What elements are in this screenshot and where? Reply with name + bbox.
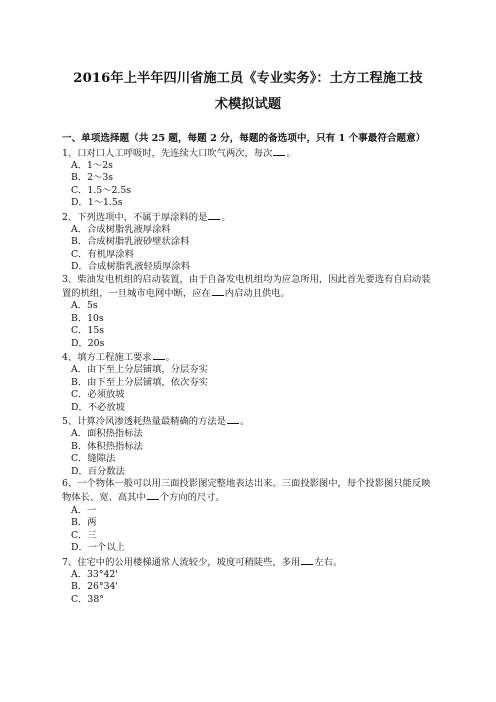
question-text-suffix: 。	[221, 211, 231, 223]
question-list	[62, 146, 434, 607]
answer-option: C．1.5～2.5s	[71, 184, 132, 196]
question-stem	[62, 210, 434, 224]
question-item	[62, 146, 434, 210]
question-text-suffix: 。	[165, 352, 175, 363]
answer-option: C．15s	[71, 325, 105, 337]
answer-option: A．由下至上分层铺填，分层夯实	[71, 364, 208, 376]
answer-blank	[301, 555, 313, 565]
question-stem	[62, 146, 434, 160]
question-text-suffix: 。	[239, 416, 250, 428]
answer-option: D．一个以上	[71, 542, 125, 554]
answer-option: A．合成树脂乳液厚涂料	[71, 223, 171, 235]
question-text: 1、口对口人工呼吸时，先连续大口吹气两次，每次	[62, 147, 273, 159]
answer-option: A．1～2s	[71, 159, 113, 171]
question-stem	[62, 555, 434, 569]
question-item	[62, 274, 434, 350]
question-text: 6、一个物体一般可以用三面投影图完整地表达出来。三面投影图中，每个投影图只能反映物体长、宽、高其中	[62, 478, 431, 504]
answer-option: B．2～3s	[71, 172, 114, 184]
answer-option: A．33°42'	[71, 568, 118, 580]
question-text-suffix: 左右。	[314, 556, 343, 568]
question-text: 3、柴油发电机组的启动装置，由于自备发电机组均为应急所用，因此首先要选有自启动装置的机组，一旦城市电网中断，应在	[62, 273, 431, 299]
answer-option: C．三	[71, 529, 97, 541]
question-stem	[62, 478, 434, 505]
answer-option: B．合成树脂乳液砂壁状涂料	[71, 236, 190, 248]
answer-blank	[153, 350, 165, 360]
answer-blank	[208, 210, 220, 220]
question-text-suffix: 内启动且供电。	[224, 287, 290, 299]
answer-option: A．一	[71, 504, 97, 516]
question-stem	[62, 414, 434, 428]
question-text-suffix: 个方向的尺寸。	[159, 492, 225, 504]
question-stem	[62, 350, 434, 364]
question-item	[62, 350, 434, 414]
title-line-1: 2016年上半年四川省施工员《专业实务》：土方工程施工技	[73, 71, 423, 86]
answer-option: D．合成树脂乳液轻质厚涂料	[71, 261, 191, 273]
answer-option: B．两	[71, 517, 97, 529]
answer-option: B．体积热指标法	[71, 440, 143, 452]
answer-option: B．26°34'	[71, 581, 118, 593]
answer-option: C．38°	[71, 593, 104, 605]
answer-option: C．必须放坡	[71, 389, 125, 401]
answer-option: D．不必放坡	[71, 401, 125, 413]
question-item	[62, 414, 434, 478]
answer-blank	[273, 146, 285, 156]
question-item	[62, 210, 434, 274]
answer-option: D．百分数法	[71, 465, 125, 477]
answer-option: B．由下至上分层铺填，依次夯实	[71, 376, 208, 388]
question-item	[62, 555, 434, 607]
document-title	[62, 66, 434, 118]
answer-blank	[147, 490, 159, 500]
question-text: 5、计算冷风渗透耗热量最精确的方法是	[62, 416, 226, 428]
question-text: 7、住宅中的公用楼梯通常人流较少，坡度可稍陡些，多用	[62, 556, 301, 568]
answer-option: A．面积热指标法	[71, 428, 143, 440]
question-text-suffix: 。	[286, 147, 296, 159]
question-stem	[62, 274, 434, 301]
answer-option: C．缝隙法	[71, 453, 116, 465]
answer-option: C．有机厚涂料	[71, 248, 134, 260]
title-line-2: 术模拟试题	[214, 97, 282, 112]
answer-blank	[227, 414, 239, 424]
section-heading: 一、单项选择题（共 25 题，每题 2 分，每题的备选项中，只有 1 个事最符合题意）	[62, 133, 426, 144]
question-text: 4、填方工程施工要求	[62, 352, 152, 363]
document-page	[62, 66, 434, 606]
answer-blank	[212, 286, 224, 296]
question-item	[62, 478, 434, 554]
answer-option: B．10s	[71, 312, 104, 324]
answer-option: D．1～1.5s	[71, 197, 123, 209]
answer-option: A．5s	[71, 300, 98, 312]
question-text: 2、下列选项中，不属于厚涂料的是	[62, 211, 208, 223]
answer-option: D．20s	[71, 337, 105, 349]
